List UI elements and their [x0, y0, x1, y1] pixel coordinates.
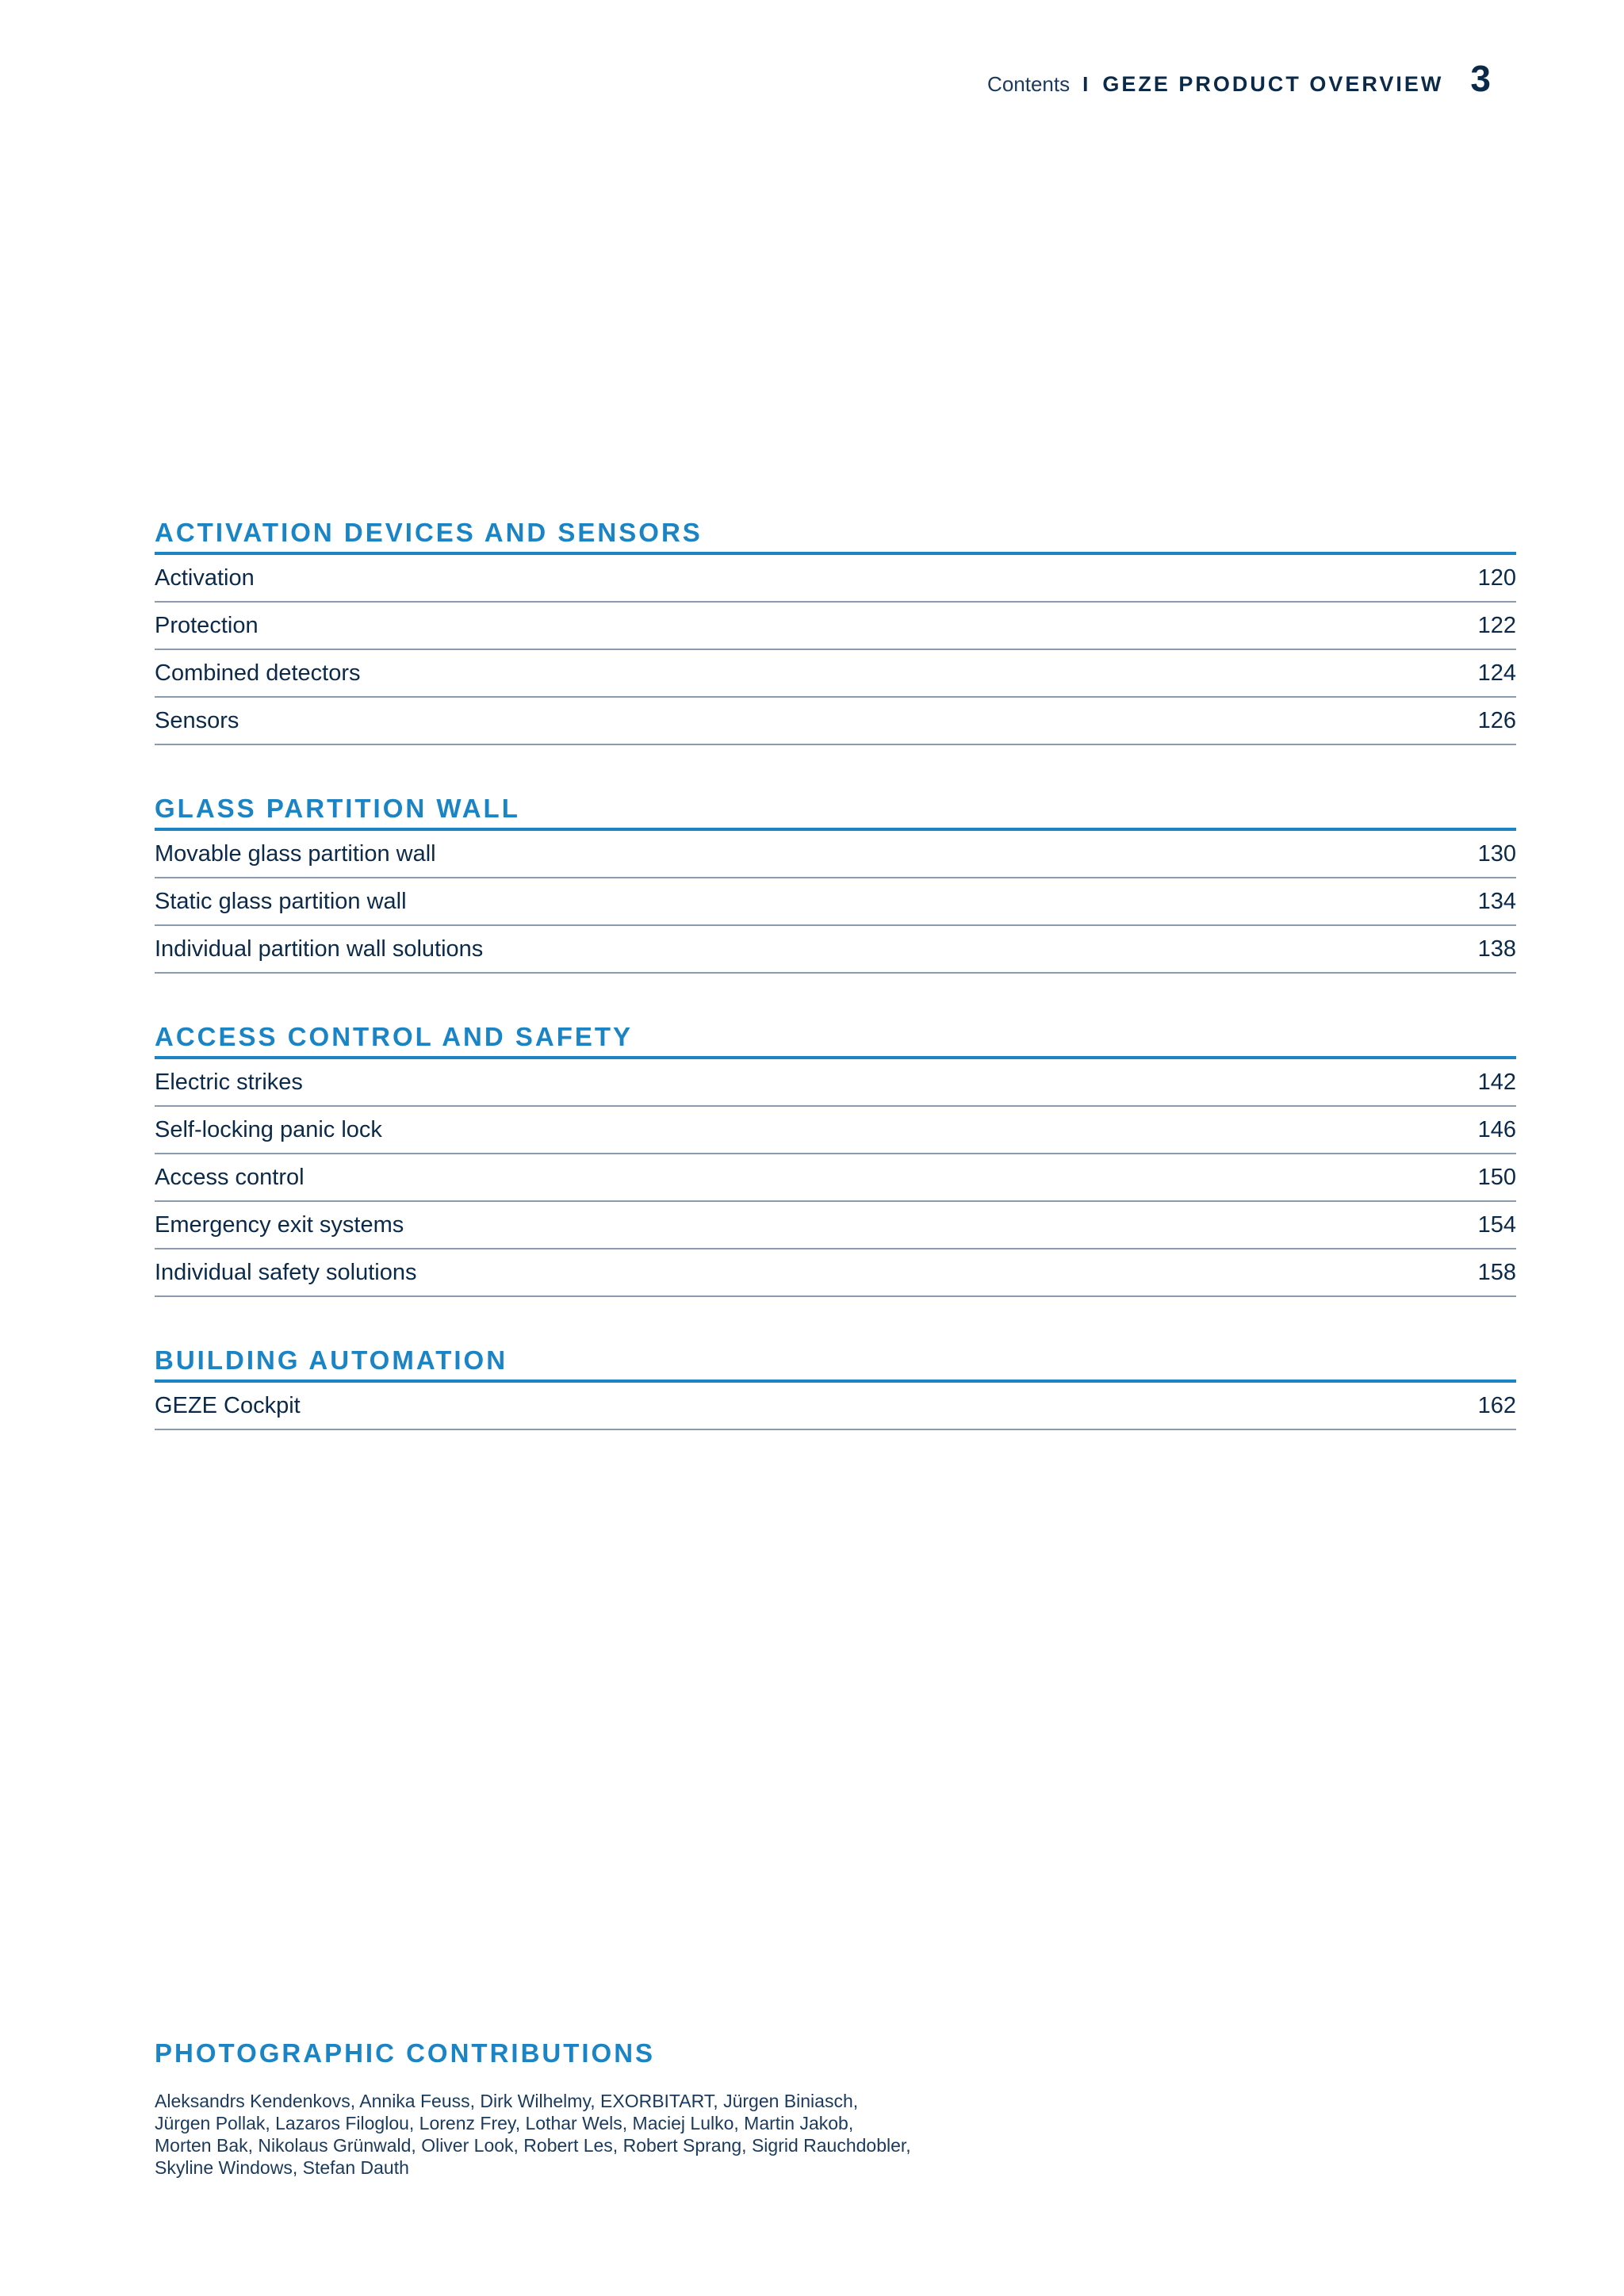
toc-entry-page: 146	[1477, 1116, 1516, 1142]
toc-section-building-automation	[155, 1341, 1516, 1430]
header-title: GEZE PRODUCT OVERVIEW	[1102, 72, 1444, 96]
toc-section-activation	[155, 514, 1516, 745]
toc-entry	[155, 698, 1516, 745]
page-header	[987, 57, 1491, 100]
header-separator: I	[1082, 72, 1089, 96]
toc-section-access-control	[155, 1018, 1516, 1297]
toc-entry	[155, 555, 1516, 603]
toc-entry	[155, 1202, 1516, 1249]
toc-entry	[155, 878, 1516, 926]
section-title: ACTIVATION DEVICES AND SENSORS	[155, 514, 1516, 555]
toc-entry	[155, 1249, 1516, 1297]
toc-entry-label: Sensors	[155, 707, 239, 733]
toc-entry	[155, 1059, 1516, 1107]
toc-entry-label: Access control	[155, 1164, 304, 1190]
credits-title: PHOTOGRAPHIC CONTRIBUTIONS	[155, 2038, 656, 2068]
toc-entry	[155, 603, 1516, 650]
toc-entry-page: 158	[1477, 1259, 1516, 1285]
toc-entry	[155, 1154, 1516, 1202]
toc-entry-label: Emergency exit systems	[155, 1211, 404, 1238]
toc-entry-label: Combined detectors	[155, 660, 361, 686]
toc-entry-page: 120	[1477, 564, 1516, 591]
credits-line: Morten Bak, Nikolaus Grünwald, Oliver Look, Robert Les, Robert Sprang, Sigrid Rauchdobler,	[155, 2135, 911, 2156]
section-title: BUILDING AUTOMATION	[155, 1341, 1516, 1383]
toc-entry-page: 126	[1477, 707, 1516, 733]
credits-line: Aleksandrs Kendenkovs, Annika Feuss, Dirk Wilhelmy, EXORBITART, Jürgen Biniasch,	[155, 2091, 859, 2111]
toc-entry-label: Protection	[155, 612, 259, 638]
header-section-label: Contents	[987, 72, 1071, 96]
toc-entry	[155, 926, 1516, 974]
toc-entry-label: Activation	[155, 564, 255, 591]
toc-entry-page: 154	[1477, 1211, 1516, 1238]
section-title: ACCESS CONTROL AND SAFETY	[155, 1018, 1516, 1059]
page-number: 3	[1470, 58, 1491, 99]
toc-entry	[155, 1107, 1516, 1154]
toc-entry-page: 122	[1477, 612, 1516, 638]
toc-entry-label: GEZE Cockpit	[155, 1392, 301, 1418]
toc-entry-label: Movable glass partition wall	[155, 840, 436, 867]
toc-entry	[155, 1383, 1516, 1430]
toc-entry	[155, 650, 1516, 698]
toc-entry-page: 124	[1477, 660, 1516, 686]
toc-entry	[155, 831, 1516, 878]
toc-entry-page: 138	[1477, 936, 1516, 962]
photo-credits	[155, 2034, 1106, 2179]
toc-entry-label: Self-locking panic lock	[155, 1116, 382, 1142]
toc-entry-page: 130	[1477, 840, 1516, 867]
credits-line: Jürgen Pollak, Lazaros Filoglou, Lorenz Frey, Lothar Wels, Maciej Lulko, Martin Jakob,	[155, 2113, 854, 2133]
toc-entry-label: Individual partition wall solutions	[155, 936, 484, 962]
toc-section-glass-partition	[155, 790, 1516, 974]
toc-entry-page: 134	[1477, 888, 1516, 914]
credits-line: Skyline Windows, Stefan Dauth	[155, 2157, 409, 2178]
toc-entry-page: 150	[1477, 1164, 1516, 1190]
toc-entry-page: 162	[1477, 1392, 1516, 1418]
toc-entry-label: Static glass partition wall	[155, 888, 407, 914]
table-of-contents	[155, 514, 1516, 1475]
toc-entry-label: Individual safety solutions	[155, 1259, 417, 1285]
toc-entry-label: Electric strikes	[155, 1069, 303, 1095]
toc-entry-page: 142	[1477, 1069, 1516, 1095]
section-title: GLASS PARTITION WALL	[155, 790, 1516, 831]
